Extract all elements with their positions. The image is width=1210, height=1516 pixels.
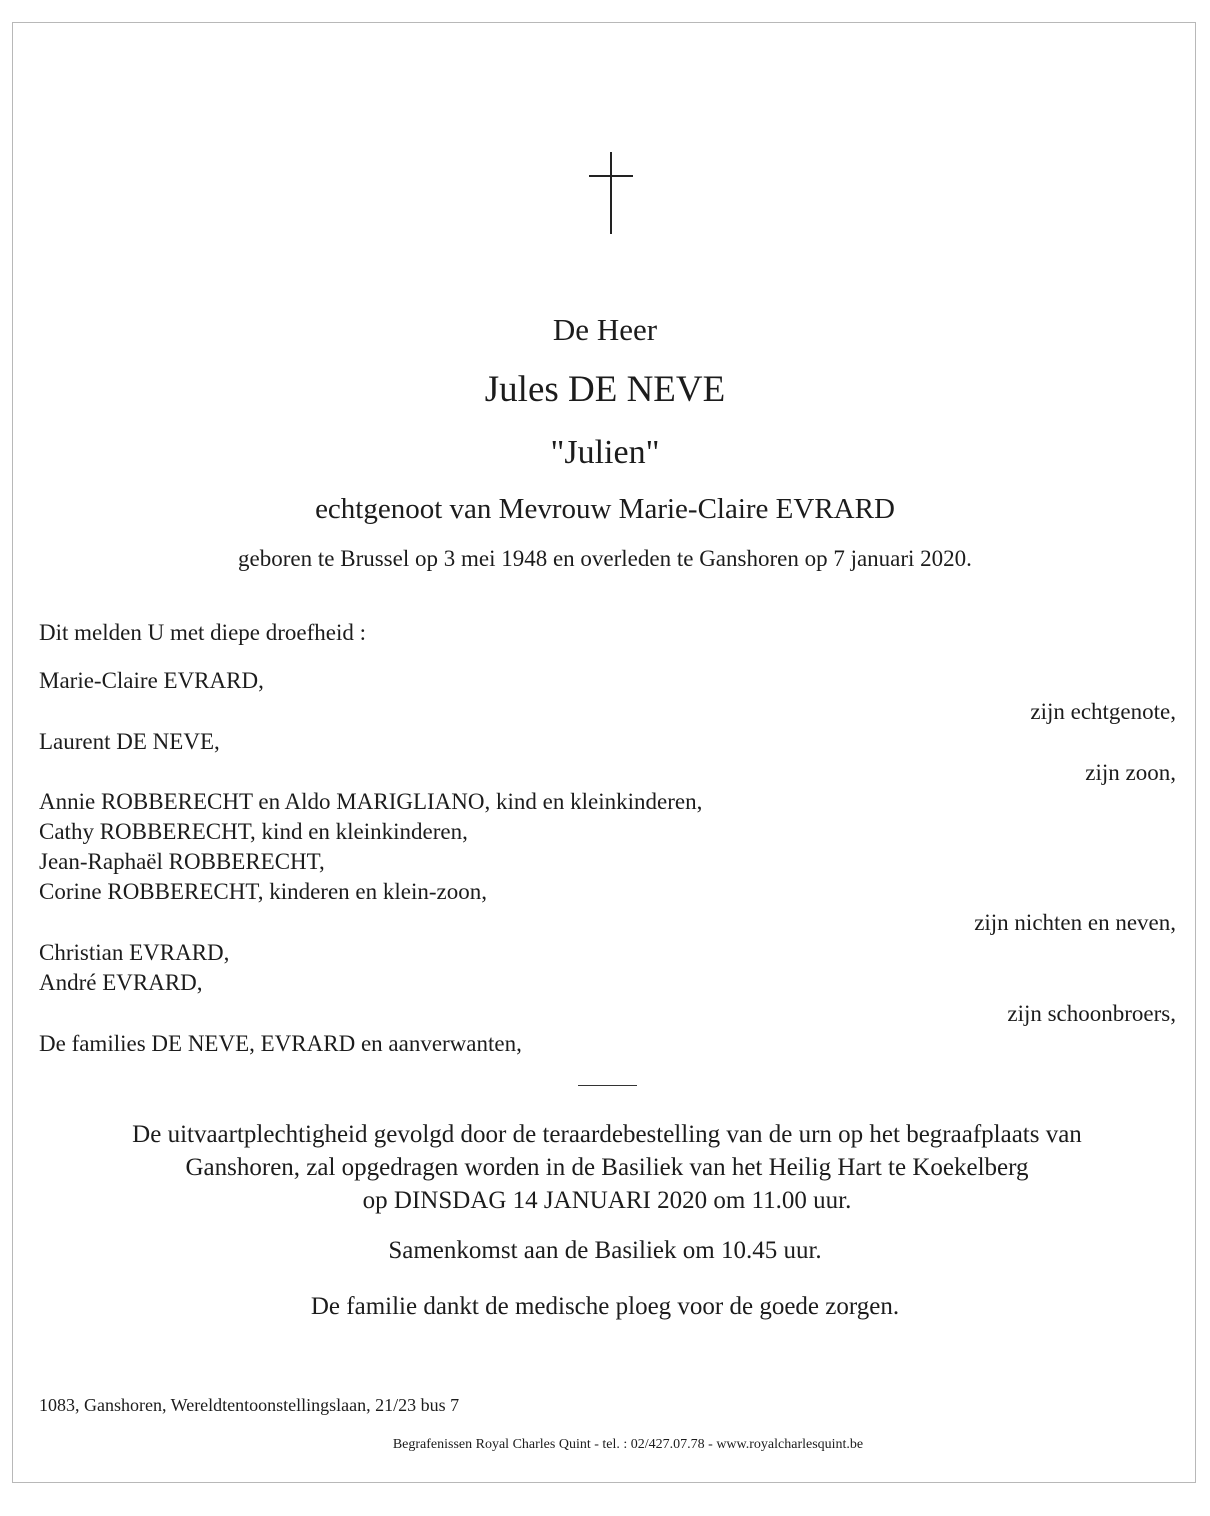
relation-label: zijn zoon, — [1085, 760, 1176, 785]
mourner-name: Christian EVRARD, — [39, 940, 230, 965]
mourner-name: Jean-Raphaël ROBBERECHT, — [39, 849, 325, 874]
ceremony-line: Ganshoren, zal opgedragen worden in de Basiliek van het Heilig Hart te Koekelberg — [185, 1154, 1029, 1181]
birth-death-line: geboren te Brussel op 3 mei 1948 en overleden te Ganshoren op 7 januari 2020. — [238, 546, 972, 571]
section-divider — [578, 1085, 637, 1086]
ceremony-line: De uitvaartplechtigheid gevolgd door de teraardebestelling van de urn op het begraafplaats van — [132, 1121, 1082, 1148]
mourner-name: Marie-Claire EVRARD, — [39, 668, 264, 693]
family-address: 1083, Ganshoren, Wereldtentoonstellingslaan, 21/23 bus 7 — [39, 1395, 460, 1415]
mourner-name: Laurent DE NEVE, — [39, 729, 220, 754]
undertaker-line: Begrafenissen Royal Charles Quint - tel. : 02/427.07.78 - www.royalcharlesquint.be — [392, 1437, 864, 1452]
spouse-line: echtgenoot van Mevrouw Marie-Claire EVRARD — [315, 493, 895, 525]
thanks-line: De familie dankt de medische ploeg voor de goede zorgen. — [310, 1293, 900, 1320]
mourner-name: Cathy ROBBERECHT, kind en kleinkinderen, — [39, 819, 468, 844]
ceremony-block — [0, 1118, 1210, 1217]
deceased-nickname: "Julien" — [550, 434, 660, 471]
mourner-name: De families DE NEVE, EVRARD en aanverwanten, — [39, 1031, 522, 1056]
relation-label: zijn nichten en neven, — [974, 910, 1176, 935]
relation-label: zijn schoonbroers, — [1007, 1001, 1176, 1026]
deceased-name: Jules DE NEVE — [484, 369, 726, 410]
mourner-name: Corine ROBBERECHT, kinderen en klein-zoon, — [39, 879, 487, 904]
mourner-name: Annie ROBBERECHT en Aldo MARIGLIANO, kind en kleinkinderen, — [39, 789, 703, 814]
cross-icon — [589, 152, 633, 234]
title-prefix: De Heer — [552, 312, 658, 347]
mourner-name: André EVRARD, — [39, 970, 203, 995]
gathering-line: Samenkomst aan de Basiliek om 10.45 uur. — [388, 1237, 822, 1264]
relation-label: zijn echtgenote, — [1030, 699, 1176, 724]
announcement-intro: Dit melden U met diepe droefheid : — [39, 620, 367, 645]
ceremony-line: op DINSDAG 14 JANUARI 2020 om 11.00 uur. — [362, 1187, 852, 1214]
